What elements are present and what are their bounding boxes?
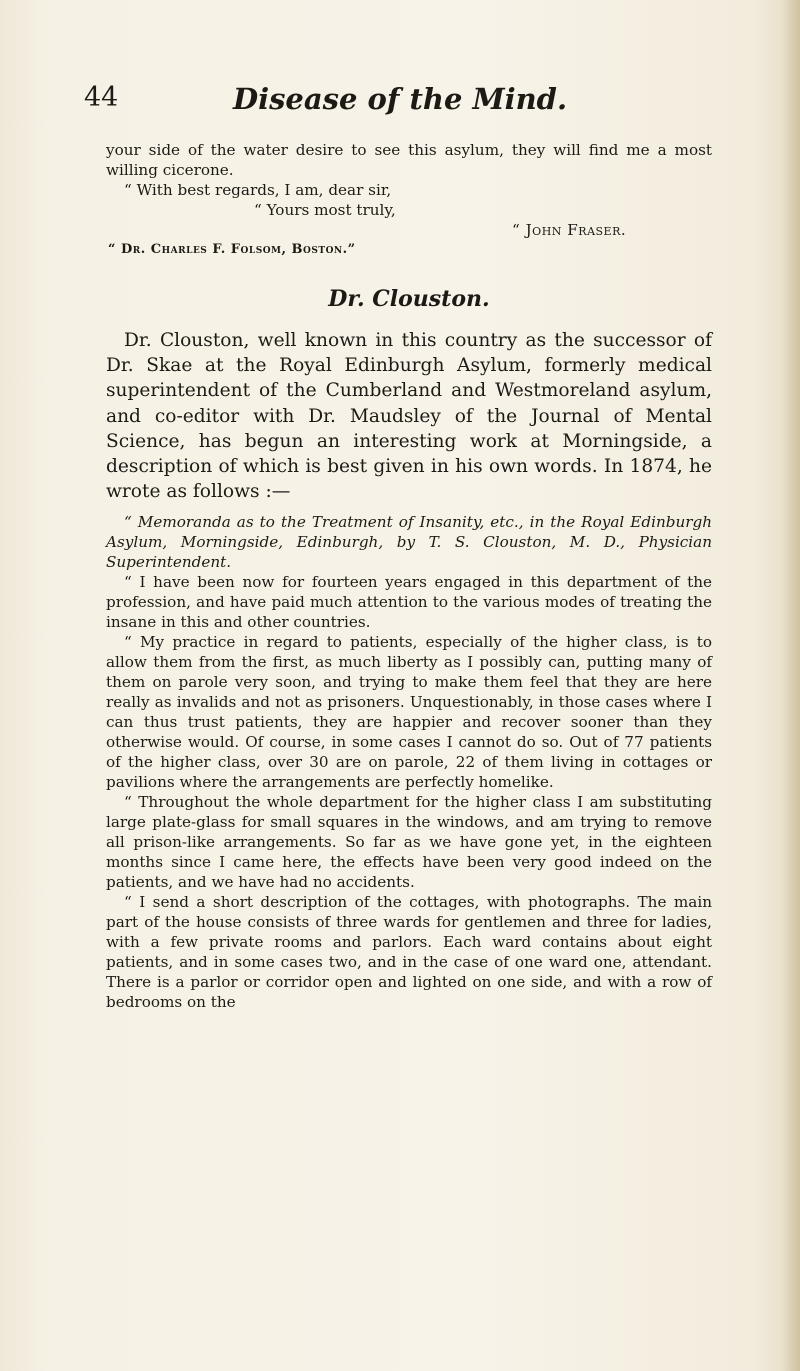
letter-closing-regards: “ With best regards, I am, dear sir, — [124, 181, 392, 199]
letter-closing-yours: “ Yours most truly, — [254, 201, 396, 219]
letter-signature: “ John Fraser. — [512, 221, 627, 239]
quote-paragraph-2: “ My practice in regard to patients, especially of the higher class, is to allow them from the first, as much liberty as I possibly can, putting many of them on parole very soon, and trying to make them feel that they are here really as invalids and not as prisoners. Unquestionably, in those cases where I can thus trust patients, they are happier and recover sooner than they otherwise would. Of course, in some cases I cannot do so. Out of 77 patients of the higher class, over 30 are on parole, 22 of them living in cottages or pavilions where the arrangements are perfectly homelike. — [106, 633, 712, 792]
letter-addressee: “ Dr. Charles F. Folsom, Boston.” — [108, 242, 356, 257]
quote-paragraph-3: “ Throughout the whole department for the higher class I am substituting large plate-glass for small squares in the windows, and am trying to remove all prison-like arrangements. So far as we have gone yet, in the eighteen months since I came here, the effects have been very good indeed on the patients, and we have had no accidents. — [106, 793, 712, 892]
page-edge-shading — [782, 0, 800, 1371]
page-number: 44 — [84, 82, 119, 113]
running-title: Disease of the Mind. — [232, 82, 568, 116]
letter-ending — [106, 140, 712, 260]
page-header — [0, 82, 800, 122]
section-intro-paragraph: Dr. Clouston, well known in this country as the successor of Dr. Skae at the Royal Edinburgh Asylum, formerly medical superintendent of the Cumberland and Westmoreland asylum, and co-editor with Dr. Maudsley of the Journal of Mental Science, has begun an interesting work at Morningside, a description of which is best given in his own words. In 1874, he wrote as follows :— — [106, 330, 712, 503]
quoted-memoranda — [106, 512, 712, 1012]
quote-paragraph-1: “ I have been now for fourteen years engaged in this department of the profession, and have paid much attention to the various modes of treating the insane in this and other countries. — [106, 573, 712, 632]
memoranda-title: “ Memoranda as to the Treatment of Insanity, etc., in the Royal Edinburgh Asylum, Morningside, Edinburgh, by T. S. Clouston, M. D., Physician Superintendent. — [106, 513, 712, 572]
letter-lead-paragraph: your side of the water desire to see this asylum, they will find me a most willing cicerone. — [106, 141, 712, 179]
quote-paragraph-4: “ I send a short description of the cottages, with photographs. The main part of the house consists of three wards for gentlemen and three for ladies, with a few private rooms and parlors. Each ward contains about eight patients, and in some cases two, and in the case of one ward one, attendant. There is a parlor or corridor open and lighted on one side, and with a row of bedrooms on the — [106, 893, 712, 1012]
section-heading: Dr. Clouston. — [328, 286, 490, 312]
page-body — [106, 140, 712, 1012]
